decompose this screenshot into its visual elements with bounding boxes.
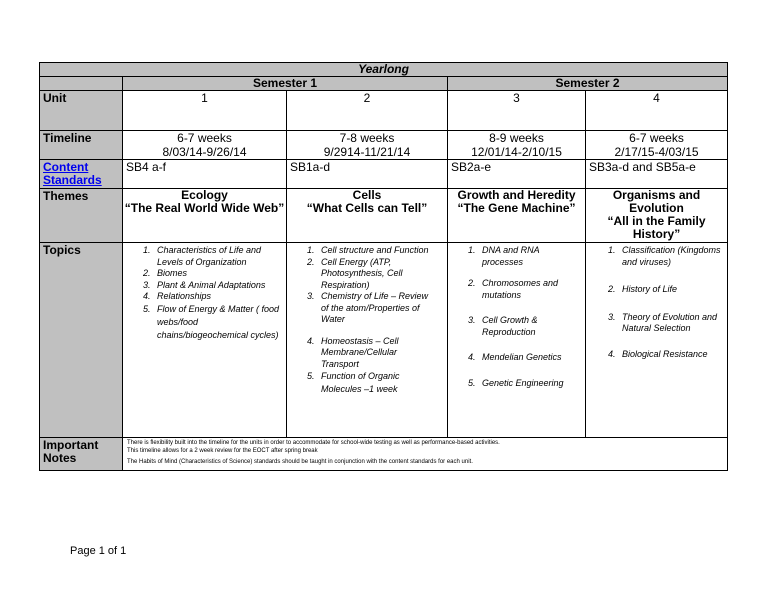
standards-cell: SB4 a-f <box>123 160 287 189</box>
topic-item: 1. Classification (Kingdoms and viruses) <box>608 245 721 267</box>
notes-cell <box>123 438 728 471</box>
theme-subtitle: “The Gene Machine” <box>457 201 576 215</box>
topic-item: 3. Cell Growth & Reproduction <box>468 315 538 337</box>
unit-cell: 4 <box>586 91 728 131</box>
row-label-topics: Topics <box>40 243 123 438</box>
timeline-dates: 8/03/14-9/26/14 <box>162 145 247 159</box>
topics-cell <box>448 243 586 438</box>
theme-subtitle: “All in the Family History” <box>607 214 706 241</box>
timeline-dates: 12/01/14-2/10/15 <box>471 145 562 159</box>
timeline-cell <box>123 131 287 160</box>
theme-title: Cells <box>352 188 382 202</box>
row-label-important-notes: Important Notes <box>40 438 123 471</box>
row-label-content-standards <box>40 160 123 189</box>
timeline-cell <box>448 131 586 160</box>
topic-list <box>143 245 282 342</box>
topic-item: 5. Function of Organic Molecules –1 week <box>307 371 400 394</box>
timeline-duration: 7-8 weeks <box>339 131 395 145</box>
topic-list <box>468 245 581 389</box>
theme-subtitle: “The Real World Wide Web” <box>124 201 285 215</box>
topic-item: 5. Genetic Engineering <box>468 377 564 388</box>
topic-item: 4. Relationships <box>143 291 212 301</box>
semester-2-header: Semester 2 <box>448 77 728 91</box>
topic-item: 4. Mendelian Genetics <box>468 352 562 362</box>
topic-item: 1. Cell structure and Function <box>307 245 429 255</box>
timeline-duration: 6-7 weeks <box>629 131 684 145</box>
topic-item: 2. Biomes <box>143 268 188 278</box>
standards-cell: SB2a-e <box>448 160 586 189</box>
theme-cell <box>448 189 586 243</box>
topic-list <box>608 245 723 360</box>
unit-cell: 2 <box>287 91 448 131</box>
row-label-timeline: Timeline <box>40 131 123 160</box>
content-standards-link[interactable]: Content Standards <box>43 160 102 187</box>
timeline-dates: 9/2914-11/21/14 <box>323 145 411 159</box>
topic-item: 2. Chromosomes and mutations <box>468 278 559 300</box>
timeline-cell <box>287 131 448 160</box>
row-label-unit: Unit <box>40 91 123 131</box>
topic-item: 1. Characteristics of Life and Levels of Organization <box>143 245 262 267</box>
topic-item: 3. Theory of Evolution and Natural Selection <box>608 311 718 333</box>
corner-cell <box>40 77 123 91</box>
topic-item: 3. Plant & Animal Adaptations <box>143 279 266 290</box>
standards-cell: SB3a-d and SB5a-e <box>586 160 728 189</box>
page-number: Page 1 of 1 <box>70 545 127 557</box>
theme-cell <box>123 189 287 243</box>
topics-cell <box>287 243 448 438</box>
timeline-duration: 8-9 weeks <box>489 131 544 145</box>
note-line: There is flexibility built into the timeline for the units in order to accommodate for school-wide testing as well as performance-based activities. <box>127 440 500 446</box>
curriculum-table <box>39 62 728 471</box>
yearlong-header: Yearlong <box>40 63 728 77</box>
theme-title: Organisms and Evolution <box>612 188 701 215</box>
theme-cell <box>287 189 448 243</box>
topic-item: 4. Biological Resistance <box>608 348 708 359</box>
unit-cell: 1 <box>123 91 287 131</box>
topic-item: 2. History of Life <box>608 284 678 294</box>
theme-title: Ecology <box>181 188 228 202</box>
topic-list <box>307 245 437 396</box>
unit-cell: 3 <box>448 91 586 131</box>
timeline-duration: 6-7 weeks <box>177 131 232 145</box>
topic-item: 5. Flow of Energy & Matter ( food webs/food chains/biogeochemical cycles) <box>143 303 280 340</box>
note-line: The Habits of Mind (Characteristics of Science) standards should be taught in conjunction with the content standards for each unit. <box>127 459 473 465</box>
topic-item: 2. Cell Energy (ATP, Photosynthesis, Cell Respiration) <box>307 256 403 290</box>
row-label-themes: Themes <box>40 189 123 243</box>
topics-cell <box>123 243 287 438</box>
topic-item: 4. Homeostasis – Cell Membrane/Cellular Transport <box>307 335 399 369</box>
standards-cell: SB1a-d <box>287 160 448 189</box>
theme-title: Growth and Heredity <box>457 188 576 202</box>
theme-cell <box>586 189 728 243</box>
topics-cell <box>586 243 728 438</box>
note-line: This timeline allows for a 2 week review for the EOCT after spring break <box>127 448 318 454</box>
topic-item: 3. Chemistry of Life – Review of the atom/Properties of Water <box>307 291 429 324</box>
theme-subtitle: “What Cells can Tell” <box>306 201 428 215</box>
timeline-cell <box>586 131 728 160</box>
timeline-dates: 2/17/15-4/03/15 <box>614 145 699 159</box>
semester-1-header: Semester 1 <box>123 77 448 91</box>
topic-item: 1. DNA and RNA processes <box>468 245 540 267</box>
